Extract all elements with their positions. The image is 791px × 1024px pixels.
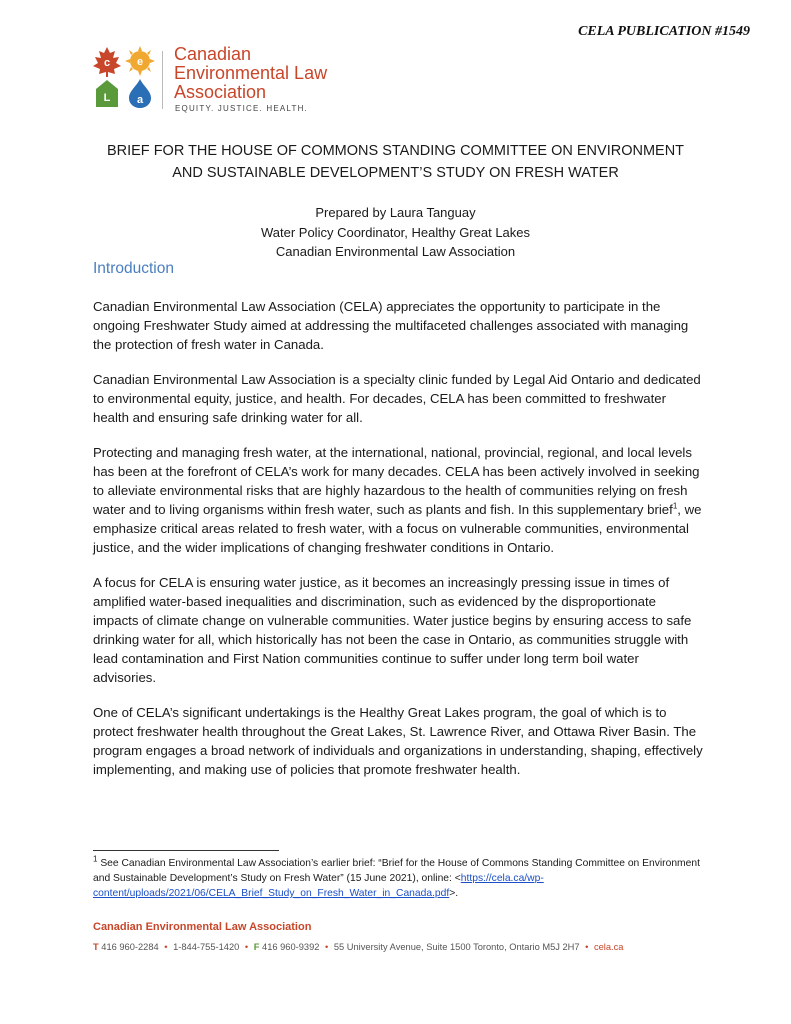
author-block <box>60 203 731 262</box>
document-title <box>60 140 731 184</box>
footer-organization: Canadian Environmental Law Association <box>93 921 312 933</box>
logo-name-line-1: Canadian <box>174 44 252 64</box>
title-line-1: BRIEF FOR THE HOUSE OF COMMONS STANDING COMMITTEE ON ENVIRONMENT <box>106 143 685 159</box>
footnote: $^1$ See Canadian Environmental Law Association’s earlier brief: “Brief for the House of Commons Standing Committee on Environment and Sustainable Development’s Study on Fresh Water” (15 June 2021), online: <https://cela.ca/wp-content/uploads/2021/06/CELA_Brief_Study_on_Fresh_Water_in_Canada.pdf>. <box>93 854 700 899</box>
website-link[interactable]: cela.ca <box>593 942 624 952</box>
logo-letter-L: L <box>103 92 111 104</box>
logo-name-line-3: Association <box>174 82 267 102</box>
paragraph-1: Canadian Environmental Law Association (CELA) appreciates the opportunity to participate in the ongoing Freshwater Study aimed at addressing the multifaceted challenges associated with managing the protection of fresh water in Canada. <box>93 299 689 352</box>
fax-number: 416 960-9392 <box>262 942 320 952</box>
paragraph-3: Protecting and managing fresh water, at the international, national, provincial, regional, and local levels has been at the forefront of CELA’s work for many decades. CELA has been actively involved in seeking to alleviate environmental risks that are highly hazardous to the health of communities relying on fresh water and to living organisms within fresh water, such as plants and fish. In this supplementary brief$^1$, we emphasize critical areas related to fresh water, with a focus on vulnerable communities, environmental justice, and the wider implications of changing freshwater conditions in Ontario. <box>93 445 702 555</box>
footnote-reference[interactable]: 1 <box>672 501 678 511</box>
footer-contact: T 416 960-2284 • 1-844-755-1420 • F 416 960-9392 • 55 University Avenue, Suite 1500 Toronto, Ontario M5J 2H7 • cela.ca <box>93 942 624 952</box>
prepared-by: Prepared by Laura Tanguay <box>315 205 476 220</box>
footnote-separator <box>93 850 279 851</box>
paragraph-4: A focus for CELA is ensuring water justice, as it becomes an increasingly pressing issue in times of amplified water-based inequalities and discrimination, such as evidenced by the disproportionate impacts of climate change on vulnerable communities. Water justice begins by ensuring access to safe drinking water for all, which historically has not been the case in Ontario, as communities struggle with lead contamination and First Nation communities continue to suffer under long term boil water advisories. <box>93 575 692 685</box>
document-body <box>93 297 703 795</box>
phone-label: T <box>93 942 99 952</box>
title-line-2: AND SUSTAINABLE DEVELOPMENT’S STUDY ON FRESH WATER <box>172 165 619 181</box>
logo-name-line-2: Environmental Law <box>174 63 328 83</box>
logo-letter-c: c <box>103 57 111 69</box>
author-organization: Canadian Environmental Law Association <box>275 244 516 259</box>
paragraph-5: One of CELA’s significant undertakings is the Healthy Great Lakes program, the goal of which is to protect freshwater health throughout the Great Lakes, St. Lawrence River, and Ottawa River Basin. The program engages a broad network of individuals and organizations in understanding, shaping, effectively implementing, and making use of policies that promote freshwater health. <box>93 705 703 777</box>
footnote-number: 1 <box>93 854 98 864</box>
phone-number: 416 960-2284 <box>101 942 159 952</box>
logo-mark-icon <box>92 45 156 109</box>
cela-logo <box>92 45 392 115</box>
address: 55 University Avenue, Suite 1500 Toronto, Ontario M5J 2H7 <box>333 942 580 952</box>
fax-label: F <box>253 942 260 952</box>
paragraph-2: Canadian Environmental Law Association is a specialty clinic funded by Legal Aid Ontario and dedicated to environmental equity, justice, and health. For decades, CELA has been committed to freshwater health and ensuring safe drinking water for all. <box>93 372 701 425</box>
logo-divider <box>162 51 163 109</box>
footnote-link[interactable]: https://cela.ca/wp-content/uploads/2021/06/CELA_Brief_Study_on_Fresh_Water_in_Canada.pdf <box>93 873 544 899</box>
publication-number: CELA PUBLICATION #1549 <box>578 24 750 39</box>
logo-tagline: EQUITY. JUSTICE. HEALTH. <box>175 104 308 113</box>
tollfree-number: 1-844-755-1420 <box>173 942 240 952</box>
logo-letter-e: e <box>136 56 144 68</box>
author-role: Water Policy Coordinator, Healthy Great Lakes <box>260 224 531 240</box>
logo-wordmark <box>174 45 327 102</box>
section-heading: Introduction <box>93 260 174 277</box>
logo-letter-a: a <box>136 94 144 106</box>
